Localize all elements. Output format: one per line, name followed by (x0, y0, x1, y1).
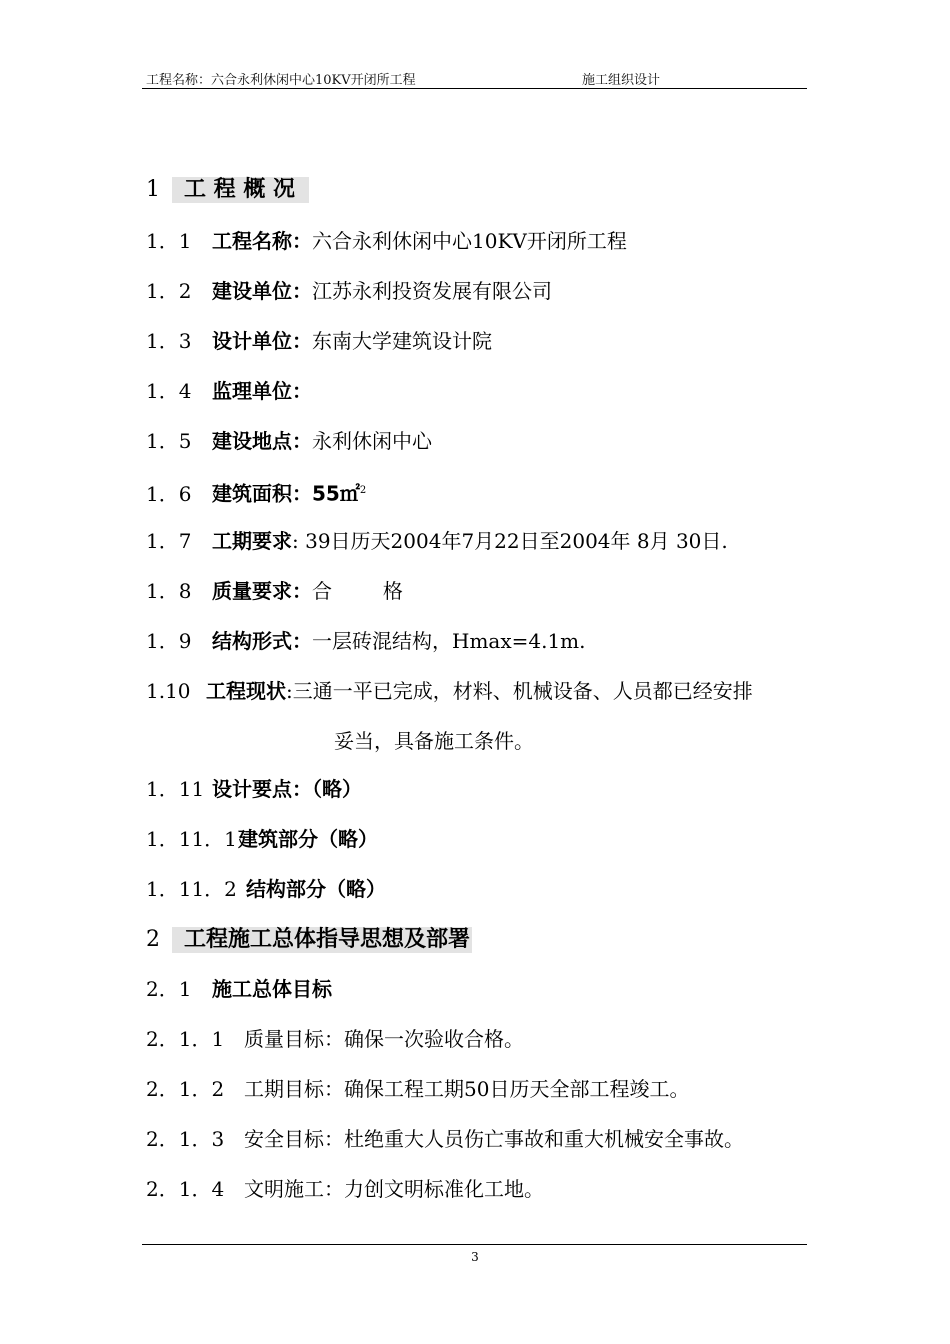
item-1-3 (146, 328, 492, 354)
item-label: 设计要点：（略） (212, 777, 362, 801)
item-number: 1．4 (146, 379, 192, 403)
item-value: 55㎡ (312, 481, 360, 506)
item-1-10 (146, 678, 753, 704)
section-2-heading (146, 926, 472, 953)
item-number: 2．1．4 (146, 1177, 225, 1201)
item-1-11-2 (146, 876, 386, 902)
item-1-2 (146, 278, 552, 304)
item-2-1-2 (146, 1076, 689, 1102)
item-value: 确保工程工期50日历天全部工程竣工。 (344, 1077, 690, 1101)
item-number: 1．6 (146, 481, 192, 506)
item-label: 工期目标： (244, 1077, 344, 1101)
section-number: 1 (146, 177, 160, 202)
item-2-1-3 (146, 1126, 744, 1152)
item-value: 永利休闲中心 (312, 429, 432, 453)
item-label: 工期要求 (212, 529, 292, 553)
item-value: 合 格 (312, 579, 403, 603)
item-1-4 (146, 378, 312, 404)
item-value: 东南大学建筑设计院 (312, 329, 492, 353)
item-value: 力创文明标准化工地。 (344, 1177, 544, 1201)
item-number: 1．2 (146, 279, 192, 303)
item-number: 1．1 (146, 229, 192, 253)
section-title: 工程施工总体指导思想及部署 (172, 927, 472, 953)
item-1-10-continuation (334, 728, 534, 754)
section-number: 2 (146, 927, 160, 952)
item-2-1-1 (146, 1026, 524, 1052)
item-label: 结构形式： (212, 629, 312, 653)
item-label: 质量目标： (244, 1027, 344, 1051)
item-value: 江苏永利投资发展有限公司 (312, 279, 552, 303)
item-number: 2．1．1 (146, 1027, 225, 1051)
item-2-1-4 (146, 1176, 544, 1202)
item-1-6 (146, 478, 366, 507)
header-project-name: 工程名称：六合永利休闲中心10KV开闭所工程 (146, 73, 416, 88)
item-value: : 39日历天2004年7月22日至2004年 8月 30日. (292, 529, 728, 553)
item-number: 2．1．3 (146, 1127, 225, 1151)
item-1-9 (146, 628, 586, 654)
item-1-8 (146, 578, 403, 604)
item-label: 建设单位： (212, 279, 312, 303)
item-value-continuation: 妥当，具备施工条件。 (334, 729, 534, 753)
item-label: 建筑面积： (212, 481, 312, 506)
section-title: 工 程 概 况 (172, 177, 309, 203)
item-1-11-1 (146, 826, 378, 852)
item-1-7 (146, 528, 728, 554)
page-number: 3 (471, 1250, 479, 1264)
item-label: 施工总体目标 (212, 977, 332, 1001)
item-1-5 (146, 428, 432, 454)
footer-divider (142, 1244, 807, 1245)
item-label: 设计单位： (212, 329, 312, 353)
item-number: 1．11 (146, 777, 205, 801)
item-2-1 (146, 976, 332, 1002)
item-value: 确保一次验收合格。 (344, 1027, 524, 1051)
item-value: 六合永利休闲中心10KV开闭所工程 (312, 229, 627, 253)
section-1-heading (146, 176, 309, 203)
item-label: 质量要求： (212, 579, 312, 603)
item-number: 2．1．2 (146, 1077, 225, 1101)
item-label: 建筑部分（略） (238, 827, 378, 851)
item-label: 工程名称： (212, 229, 312, 253)
item-number: 1．11．1 (146, 827, 237, 851)
item-label: 建设地点： (212, 429, 312, 453)
item-number: 1．5 (146, 429, 192, 453)
item-value: 一层砖混结构，Hmax=4.1m. (312, 629, 586, 653)
item-value-superscript: 2 (359, 485, 367, 496)
item-label: 安全目标： (244, 1127, 344, 1151)
item-number: 1.10 (146, 679, 191, 703)
header-doc-type: 施工组织设计 (582, 73, 661, 88)
item-label: 工程现状 (206, 679, 286, 703)
item-label: 结构部分（略） (246, 877, 386, 901)
item-value: 杜绝重大人员伤亡事故和重大机械安全事故。 (344, 1127, 744, 1151)
item-label: 文明施工： (244, 1177, 344, 1201)
item-1-11 (146, 776, 362, 802)
item-value: :三通一平已完成，材料、机械设备、人员都已经安排 (286, 679, 753, 703)
item-label: 监理单位： (212, 379, 312, 403)
item-1-1 (146, 228, 627, 254)
item-number: 2．1 (146, 977, 192, 1001)
item-number: 1．3 (146, 329, 192, 353)
item-number: 1．7 (146, 529, 192, 553)
item-number: 1．8 (146, 579, 192, 603)
header-divider (142, 88, 807, 89)
item-number: 1．11．2 (146, 877, 237, 901)
item-number: 1．9 (146, 629, 192, 653)
